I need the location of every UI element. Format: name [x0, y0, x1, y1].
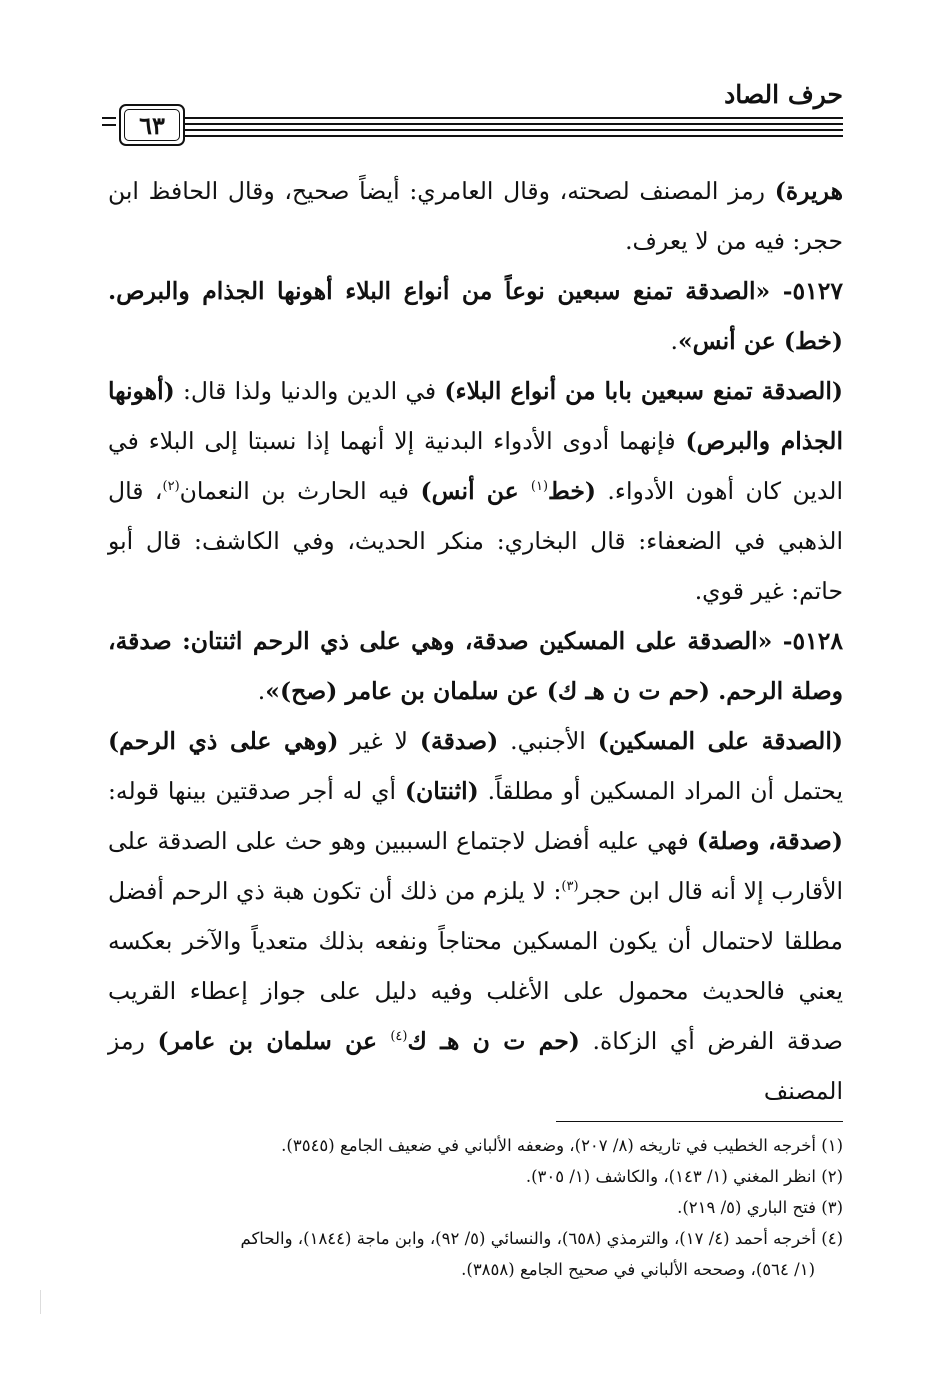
page-number-frame	[119, 104, 185, 146]
footnote-ref-3[interactable]: (٣)	[561, 879, 579, 894]
bold-term: عن سلمان بن عامر)	[157, 1027, 391, 1055]
hadith-text: ٥١٢٧- «الصدقة تمنع سبعين نوعاً من أنواع البلاء أهونها الجذام والبرص. (خط) عن أنس»	[108, 277, 843, 355]
bold-term: عن أنس)	[420, 477, 531, 505]
footnote-ref-4[interactable]: (٤)	[390, 1029, 408, 1044]
chapter-title: حرف الصاد	[724, 80, 843, 109]
commentary-text: رمز المصنف	[108, 1027, 843, 1105]
bold-term: (اثنتان)	[404, 777, 479, 805]
bold-term: (الصدقة على المسكين)	[597, 727, 843, 755]
hadith-5127	[108, 266, 843, 366]
commentary-text: فإنهما أدوى الأدواء البدنية إلا أنهما إذا نسبتا إلى البلاء في الدين كان أهون الأدواء.	[108, 427, 843, 505]
commentary-text: رمز المصنف لصحته، وقال العامري: أيضاً صحيح، وقال الحافظ ابن حجر: فيه من لا يعرف.	[108, 177, 843, 255]
hadith-end: .	[670, 327, 678, 355]
hadith-end: .	[257, 677, 266, 705]
footnote-4-continued: (١/ ٥٦٤)، وصححه الألباني في صحيح الجامع (٣٨٥٨).	[461, 1260, 815, 1279]
bold-term: هريرة)	[774, 177, 843, 205]
bold-term: (صدقة)	[419, 727, 499, 755]
footnote-ref-1[interactable]: (١)	[530, 479, 549, 494]
bold-term: (وهي على ذي الرحم)	[108, 727, 339, 755]
footnotes	[108, 1130, 843, 1285]
footnote-2: (٢) انظر المغني (١/ ١٤٣)، والكاشف (١/ ٣٠٥).	[525, 1167, 843, 1186]
header-double-rule	[185, 117, 843, 125]
hadith-5128	[108, 616, 843, 716]
commentary-text: لا غير	[338, 727, 420, 755]
commentary-text: الأجنبي.	[498, 727, 598, 755]
commentary-5127	[108, 366, 843, 616]
main-text	[108, 166, 843, 1116]
hadith-text: ٥١٢٨- «الصدقة على المسكين صدقة، وهي على ذي الرحم اثنتان: صدقة، وصلة الرحم. (حم ت ن هـ ك) عن سلمان بن عامر (صح)»	[108, 627, 843, 705]
footnote-4: (٤) أخرجه أحمد (٤/ ١٧)، والترمذي (٦٥٨)، والنسائي (٥/ ٩٢)، وابن ماجة (١٨٤٤)، والحاكم	[240, 1229, 843, 1248]
commentary-text: في الدين والدنيا ولذا قال:	[174, 377, 445, 405]
bold-term: (الصدقة تمنع سبعين بابا من أنواع البلاء)	[444, 377, 843, 405]
commentary-5128	[108, 716, 843, 1116]
bold-term: (أهونها الجذام والبرص)	[108, 377, 843, 455]
bold-term: (حم ت ن هـ ك	[407, 1027, 580, 1055]
header-double-rule-lower	[185, 129, 843, 137]
commentary-text: : لا يلزم من ذلك أن تكون هبة ذي الرحم أفضل مطلقا لاحتمال أن يكون المسكين محتاجاً ونفعه بذلك متعدياً والآخر بعكسه يعني فالحديث محمول على الأغلب وفيه دليل على جواز إعطاء القريب صدقة الفرض أي الزكاة.	[108, 877, 844, 1055]
footnote-ref-2[interactable]: (٢)	[162, 479, 180, 494]
footnote-3: (٣) فتح الباري (٥/ ٢١٩).	[677, 1198, 843, 1217]
header-rule-end-icon	[102, 117, 116, 131]
page-number: ٦٣	[139, 111, 165, 140]
commentary-text: أي له أجر صدقتين بينها قوله:	[108, 777, 405, 805]
bold-term: (خط	[548, 477, 596, 505]
footnote-1: (١) أخرجه الخطيب في تاريخه (٨/ ٢٠٧)، وضعفه الألباني في ضعيف الجامع (٣٥٤٥).	[281, 1136, 843, 1155]
commentary-text: فهي عليه أفضل لاجتماع السببين وهو حث على الصدقة على الأقارب إلا أنه قال ابن حجر	[108, 827, 843, 905]
footnote-separator	[556, 1121, 843, 1122]
scan-margin-mark	[40, 1290, 41, 1314]
commentary-text: فيه الحارث بن النعمان	[179, 477, 421, 505]
bold-term: (صدقة، وصلة)	[696, 827, 843, 855]
paragraph-intro	[108, 166, 843, 266]
commentary-text: ، قال الذهبي في الضعفاء: قال البخاري: منكر الحديث، وفي الكاشف: قال أبو حاتم: غير قوي.	[108, 477, 843, 605]
commentary-text: يحتمل أن المراد المسكين أو مطلقاً.	[478, 777, 844, 805]
